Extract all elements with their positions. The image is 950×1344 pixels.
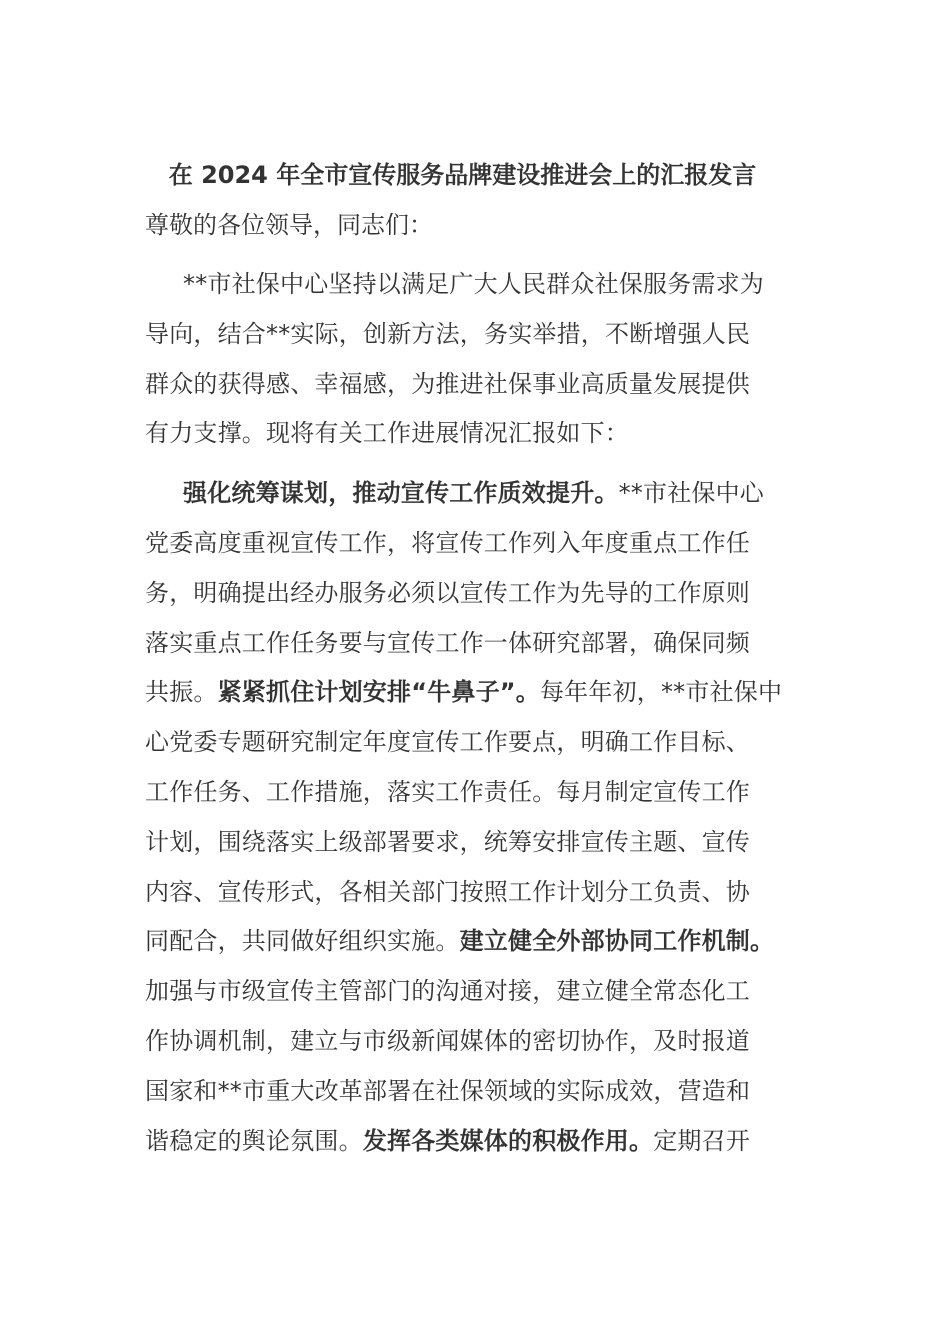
subheading-coordination: 建立健全外部协同工作机制。 (459, 927, 775, 956)
subheading-plan: 紧紧抓住计划安排“牛鼻子”。 (217, 678, 540, 707)
section1-line (145, 469, 810, 519)
section1-line: 心党委专题研究制定年度宣传工作要点，明确工作目标、 (145, 728, 750, 757)
section1-line: 作协调机制，建立与市级新闻媒体的密切协作，及时报道 (145, 1026, 750, 1055)
section1-text: 定期召开 (653, 1126, 751, 1155)
section1-text: 同配合，共同做好组织实施。 (145, 927, 460, 956)
section1-line: 国家和**市重大改革部署在社保领域的实际成效，营造和 (145, 1076, 751, 1105)
document-page (145, 150, 810, 1166)
section1-line: 工作任务、工作措施，落实工作责任。每月制定宣传工作 (145, 777, 750, 806)
intro-line: 有力支撑。现将有关工作进展情况汇报如下： (145, 419, 629, 448)
intro-line: 导向，结合**实际，创新方法，务实举措，不断增强人民 (145, 319, 751, 348)
section1-text: 谐稳定的舆论氛围。 (145, 1126, 363, 1155)
section1-line: 党委高度重视宣传工作，将宣传工作列入年度重点工作任 (145, 528, 750, 557)
salutation: 尊敬的各位领导，同志们： (145, 211, 433, 239)
subheading-media: 发挥各类媒体的积极作用。 (362, 1126, 654, 1155)
section1-line: 计划，围绕落实上级部署要求，统筹安排宣传主题、宣传 (145, 827, 750, 856)
section1-paragraph (145, 469, 810, 1166)
intro-line: 群众的获得感、幸福感，为推进社保事业高质量发展提供 (145, 369, 750, 398)
section1-text: 共振。 (145, 678, 218, 707)
intro-paragraph (145, 260, 810, 459)
section1-line: 内容、宣传形式，各相关部门按照工作计划分工负责、协 (145, 877, 750, 906)
section1-line: 落实重点工作任务要与宣传工作一体研究部署，确保同频 (145, 628, 750, 657)
section1-line (145, 917, 810, 967)
section1-line (145, 1117, 810, 1167)
section1-line: 加强与市级宣传主管部门的沟通对接，建立健全常态化工 (145, 977, 750, 1006)
section1-line: 务，明确提出经办服务必须以宣传工作为先导的工作原则 (145, 578, 750, 607)
section1-text: **市社保中心 (618, 479, 765, 508)
section1-line (145, 668, 810, 718)
section1-text: 每年年初，**市社保中 (539, 678, 783, 707)
intro-line: **市社保中心坚持以满足广大人民群众社保服务需求为 (183, 270, 764, 298)
document-title: 在 2024 年全市宣传服务品牌建设推进会上的汇报发言 (168, 161, 757, 189)
section1-heading: 强化统筹谋划，推动宣传工作质效提升。 (183, 479, 619, 508)
